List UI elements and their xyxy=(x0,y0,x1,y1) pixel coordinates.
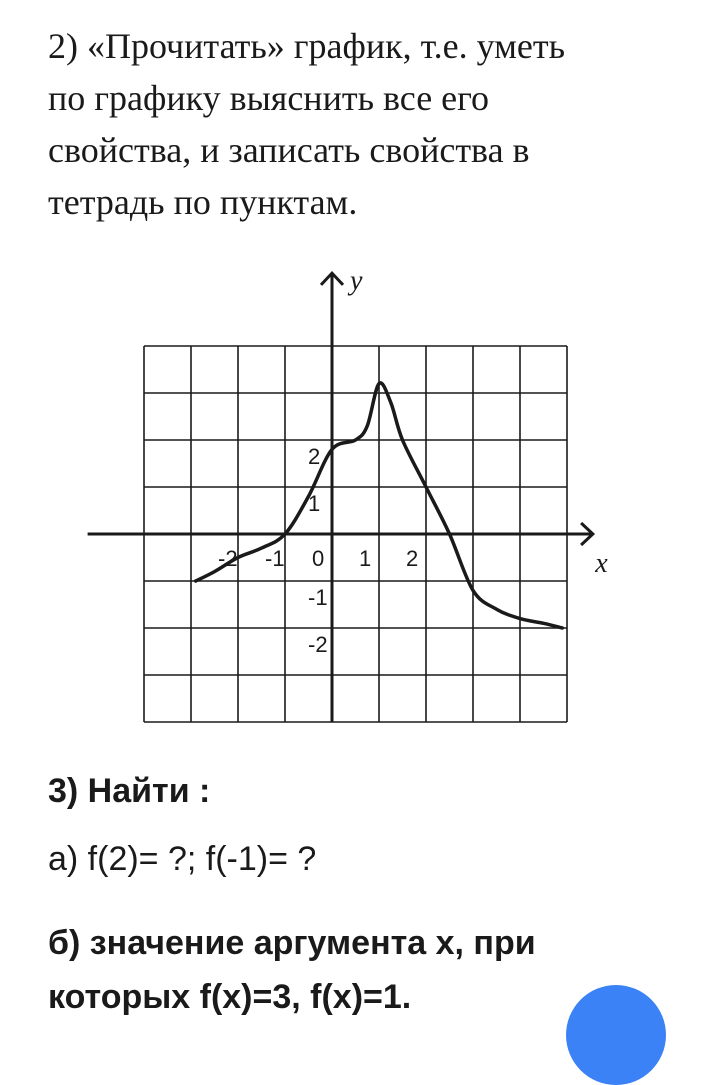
task-b xyxy=(48,916,536,1024)
x-tick-label: 0 xyxy=(312,546,325,571)
x-tick-label: 1 xyxy=(359,546,372,571)
x-tick-label: -1 xyxy=(265,546,285,571)
task-b-line: которых f(x)=3, f(x)=1. xyxy=(48,978,412,1016)
task-heading: 3) Найти : xyxy=(48,772,211,810)
x-axis-label: x xyxy=(595,548,608,579)
x-tick-label: -2 xyxy=(218,546,238,571)
intro-line: тетрадь по пунктам. xyxy=(48,182,358,222)
y-tick-label: 2 xyxy=(308,444,321,469)
task-b-line: б) значение аргумента х, при xyxy=(48,924,536,962)
axes xyxy=(88,266,609,722)
intro-text xyxy=(48,20,688,228)
intro-line: свойства, и записать свойства в xyxy=(48,130,530,170)
y-tick-label: -2 xyxy=(308,632,328,657)
y-tick-label: -1 xyxy=(308,585,328,610)
y-axis-label: y xyxy=(350,265,363,297)
y-tick-label: 1 xyxy=(308,491,321,516)
intro-line: 2) «Прочитать» график, т.е. уметь xyxy=(48,26,566,66)
floating-action-button[interactable] xyxy=(566,985,666,1085)
task-a: а) f(2)= ?; f(-1)= ? xyxy=(48,840,317,878)
x-tick-label: 2 xyxy=(406,546,419,571)
intro-line: по графику выяснить все его xyxy=(48,78,490,118)
function-graph xyxy=(0,250,720,750)
